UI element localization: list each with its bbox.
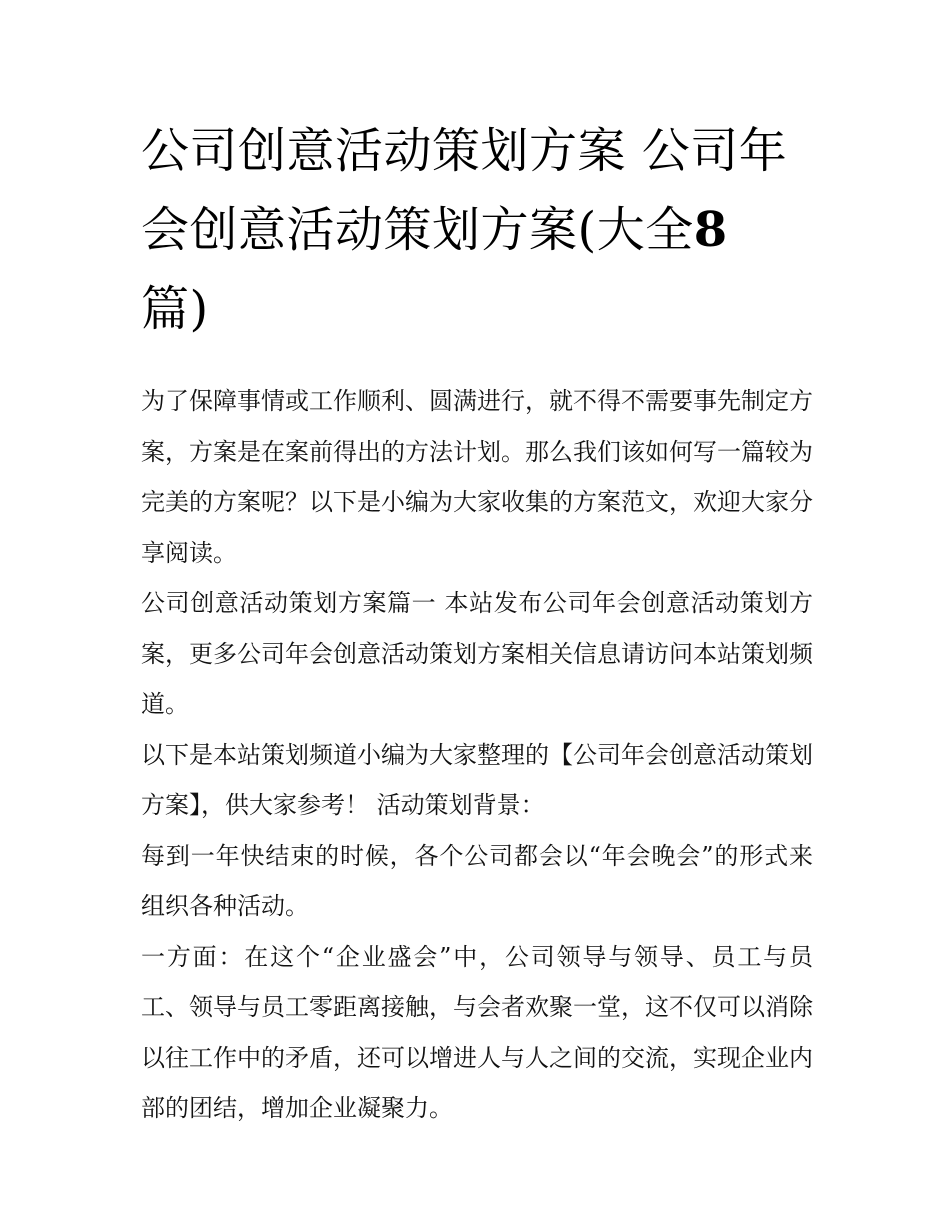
title-number: 8 — [693, 202, 728, 258]
document-page — [141, 112, 813, 1134]
title-text: 公司创意活动策划方案 公司年会创意活动策划方案(大全 — [141, 123, 788, 258]
document-title — [141, 112, 813, 349]
paragraph-one-aspect: 一方面：在这个“企业盛会”中，公司领导与领导、员工与员工、领导与员工零距离接触，与会者欢聚一堂，这不仅可以消除以往工作中的矛盾，还可以增进人与人之间的交流，实现企业内部的团结，增加企业凝聚力。 — [141, 942, 813, 1122]
paragraph-background-intro: 以下是本站策划频道小编为大家整理的【公司年会创意活动策划方案】，供大家参考！ 活动策划背景： — [141, 740, 813, 819]
paragraph-year-end: 每到一年快结束的时候，各个公司都会以“年会晚会”的形式来组织各种活动。 — [141, 841, 813, 920]
paragraph-intro: 为了保障事情或工作顺利、圆满进行，就不得不需要事先制定方案，方案是在案前得出的方法计划。那么我们该如何写一篇较为完美的方案呢？以下是小编为大家收集的方案范文，欢迎大家分享阅读。 — [141, 387, 813, 567]
paragraph-section-one: 公司创意活动策划方案篇一 本站发布公司年会创意活动策划方案，更多公司年会创意活动策划方案相关信息请访问本站策划频道。 — [141, 589, 813, 718]
document-body — [141, 376, 813, 1134]
title-suffix: 篇) — [141, 281, 209, 337]
